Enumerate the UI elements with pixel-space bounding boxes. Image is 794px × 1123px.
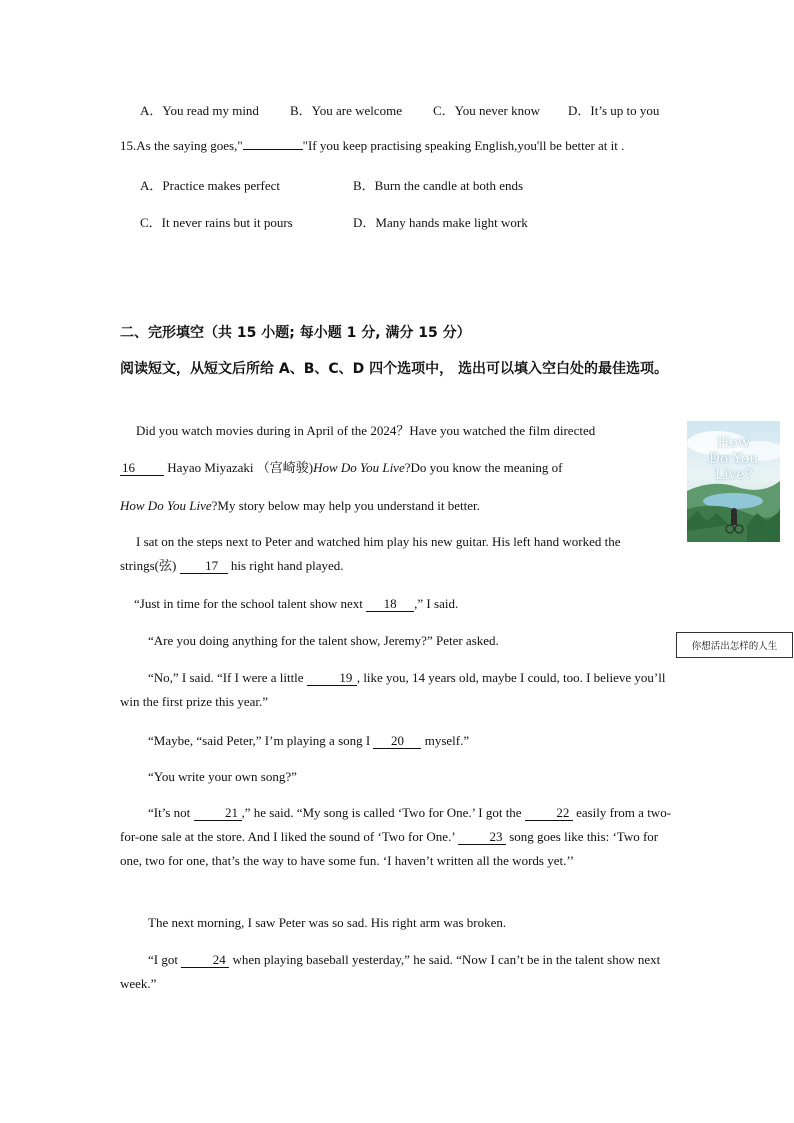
passage-p5-a: “No,” I said. “If I were a little [148,670,304,685]
callout-box [676,632,793,658]
passage-p8-b: ,” he said. “My song is called ‘Two for One.’ I got the [241,805,522,820]
passage-p1-line2-end: ?Do you know the meaning of [404,460,563,475]
passage-p10 [120,948,675,996]
poster-title-line1: How [717,435,750,451]
q14-option-d: D．It’s up to you [568,103,660,118]
passage-p1-director: Hayao Miyazaki （宫崎骏) [164,460,314,475]
blank-21: 21 [194,806,242,821]
passage-p5-b: , like you, 14 years old, maybe I could, too. I believe you’ll win the first prize this year.” [120,670,666,709]
passage-p2-b: his right hand played. [230,558,344,573]
q15-option-a: A．Practice makes perfect [140,178,281,193]
film-title-2: How Do You Live [120,498,212,513]
passage-p5 [120,666,668,714]
blank-17: 17 [180,559,228,574]
passage-p2-a: I sat on the steps next to Peter and watched him play his new guitar. His left hand worked the strings(弦) [120,534,621,573]
passage-p3-a: “Just in time for the school talent show next [134,596,363,611]
blank-22: 22 [525,806,573,821]
movie-poster [687,421,780,542]
passage-p6 [148,731,469,751]
passage-p1-line2 [120,458,563,478]
q14-option-a: A．You read my mind [140,103,259,118]
passage-p7: “You write your own song?” [148,769,297,784]
passage-p10-a: “I got [148,952,178,967]
passage-p1-line3-end: ?My story below may help you understand it better. [211,498,480,513]
passage-p1-line3 [120,496,480,516]
blank-24: 24 [181,953,229,968]
callout-text: 你想活出怎样的人生 [691,641,778,652]
passage-p3-b: ,” I said. [414,596,459,611]
passage-p6-b: myself.” [424,733,470,748]
blank-18: 18 [366,597,414,612]
q15-stem [120,136,624,156]
passage-p8 [120,801,675,873]
q15-stem-before: 15.As the saying goes," [120,138,243,153]
q15-option-c: C．It never rains but it pours [140,215,293,230]
poster-title-line3: Live? [714,467,753,483]
passage-p8-c: easily from a two-for-one sale at the store. And I liked the sound of ‘Two for One.’ [120,805,672,844]
passage-p4: “Are you doing anything for the talent show, Jeremy?” Peter asked. [148,633,499,648]
poster-title [687,435,780,483]
section-instruction: 阅读短文，从短文后所给 A、B、C、D 四个选项中， 选出可以填入空白处的最佳选项。 [120,361,669,377]
blank-20: 20 [373,734,421,749]
passage-p1-line1: Did you watch movies during in April of the 2024？Have you watched the film directed [136,423,596,438]
passage-p8-a: “It’s not [148,805,191,820]
blank-19: 19 [307,671,357,686]
passage-p10-b: when playing baseball yesterday,” he said. “Now I can’t be in the talent show next week.” [120,952,661,991]
passage-p3 [134,594,458,614]
q14-option-b: B．You are welcome [290,103,403,118]
passage-p2 [120,530,675,578]
q15-option-b: B．Burn the candle at both ends [353,178,524,193]
blank-16: 16 [120,461,164,476]
poster-title-line2: Do You [708,451,759,467]
passage-p6-a: “Maybe, “said Peter,” I’m playing a song I [148,733,371,748]
q14-option-c: C．You never know [433,103,541,118]
passage-p8-d: song goes like this: ‘Two for one, two for one, that’s the way to have some fun. ‘I haven’t written all the words yet.’’ [120,829,659,868]
passage-p9: The next morning, I saw Peter was so sad. His right arm was broken. [148,915,507,930]
section-heading: 二、完形填空（共 15 小题; 每小题 1 分, 满分 15 分） [120,325,471,341]
film-title: How Do You Live [313,460,405,475]
q15-blank [243,149,303,150]
q15-stem-after: "If you keep practising speaking English,you'll be better at it . [302,138,625,153]
blank-23: 23 [458,830,506,845]
q15-option-d: D．Many hands make light work [353,215,528,230]
